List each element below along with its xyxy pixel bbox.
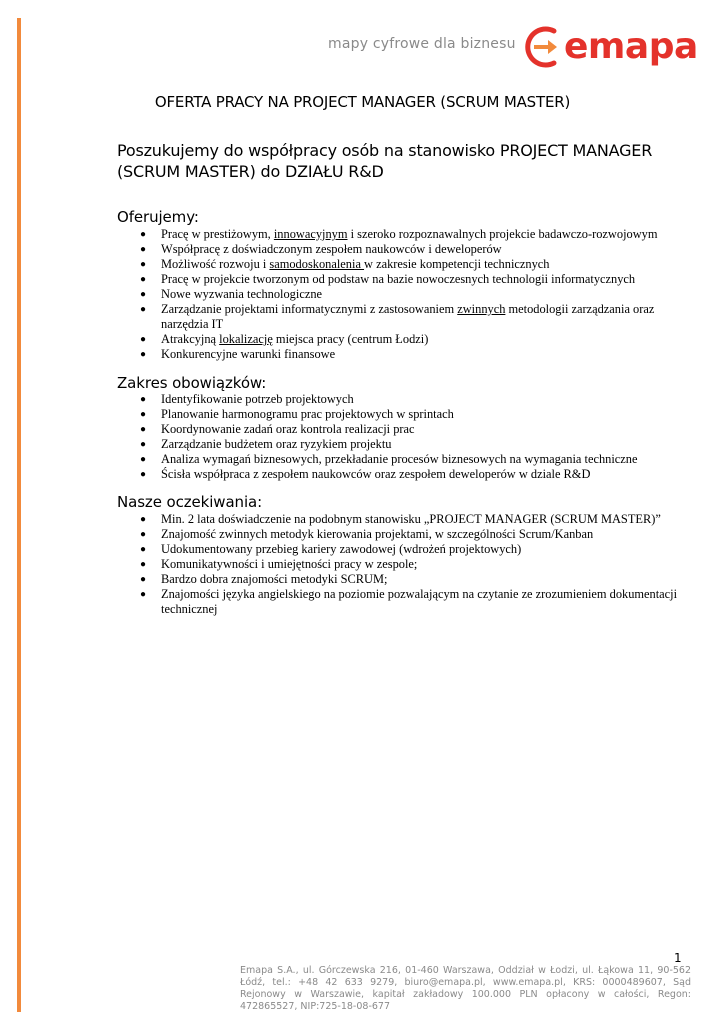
list-item: [117, 557, 687, 572]
list-item: [117, 542, 687, 557]
logo-swoosh-icon: [524, 25, 564, 69]
bullet-icon: ●: [140, 514, 147, 525]
list-item: [117, 512, 687, 527]
list-item: [117, 302, 687, 332]
bullet-icon: ●: [140, 289, 147, 300]
page-number: 1: [674, 951, 682, 965]
item-text: Konkurencyjne warunki finansowe: [161, 347, 336, 361]
bullet-icon: ●: [140, 559, 147, 570]
item-text: Pracę w projekcie tworzonym od podstaw na bazie nowoczesnych technologii informatycznych: [161, 272, 636, 286]
item-text: Planowanie harmonogramu prac projektowych w sprintach: [161, 407, 454, 421]
section-heading-duties: Zakres obowiązków:: [117, 374, 267, 392]
bullet-icon: ●: [140, 589, 147, 600]
list-item: [117, 227, 687, 242]
item-text: Bardzo dobra znajomości metodyki SCRUM;: [161, 572, 388, 586]
emapa-logo: [524, 24, 696, 70]
list-item: [117, 332, 687, 347]
item-text: Współpracę z doświadczonym zespołem naukowców i deweloperów: [161, 242, 502, 256]
bullet-icon: ●: [140, 409, 147, 420]
bullet-icon: ●: [140, 229, 147, 240]
item-text: w zakresie kompetencji technicznych: [364, 257, 550, 271]
requirements-list: [117, 512, 687, 617]
bullet-icon: ●: [140, 304, 147, 315]
underlined-text: zwinnych: [457, 302, 506, 316]
list-item: [117, 587, 687, 617]
item-text: Nowe wyzwania technologiczne: [161, 287, 323, 301]
list-item: [117, 257, 687, 272]
item-text: Atrakcyjną: [161, 332, 220, 346]
item-text: i szeroko rozpoznawalnych projekcie badawczo-rozwojowym: [347, 227, 658, 241]
list-item: [117, 422, 687, 437]
footer-company-info: Emapa S.A., ul. Górczewska 216, 01-460 Warszawa, Oddział w Łodzi, ul. Łąkowa 11, 90-562 Łódź, tel.: +48 42 633 9279, biuro@emapa.pl, www.emapa.pl, KRS: 0000489607, Sąd Rejonowy w Warszawie, kapitał zakładowy 100.000 PLN opłacony w całości, Regon: 472865527, NIP:725-18-08-677: [240, 965, 691, 1012]
header-tagline: mapy cyfrowe dla biznesu: [328, 36, 516, 52]
item-text: Znajomość zwinnych metodyk kierowania projektami, w szczególności Scrum/Kanban: [161, 527, 594, 541]
duties-list: [117, 392, 687, 482]
list-item: [117, 452, 687, 467]
item-text: Analiza wymagań biznesowych, przekładanie procesów biznesowych na wymagania techniczne: [161, 452, 638, 466]
bullet-icon: ●: [140, 244, 147, 255]
item-text: Identyfikowanie potrzeb projektowych: [161, 392, 354, 406]
logo-text: emapa: [564, 26, 698, 67]
list-item: [117, 287, 687, 302]
bullet-icon: ●: [140, 439, 147, 450]
bullet-icon: ●: [140, 259, 147, 270]
page-title: OFERTA PRACY NA PROJECT MANAGER (SCRUM MASTER): [154, 93, 571, 111]
bullet-icon: ●: [140, 334, 147, 345]
list-item: [117, 527, 687, 542]
bullet-icon: ●: [140, 529, 147, 540]
bullet-icon: ●: [140, 574, 147, 585]
left-accent-bar: [17, 18, 21, 1012]
item-text: Min. 2 lata doświadczenie na podobnym stanowisku „PROJECT MANAGER (SCRUM MASTER)”: [161, 512, 661, 526]
list-item: [117, 392, 687, 407]
list-item: [117, 437, 687, 452]
list-item: [117, 242, 687, 257]
item-text: Koordynowanie zadań oraz kontrola realizacji prac: [161, 422, 415, 436]
underlined-text: innowacyjnym: [273, 227, 348, 241]
list-item: [117, 347, 687, 362]
list-item: [117, 407, 687, 422]
item-text: Znajomości języka angielskiego na poziomie pozwalającym na czytanie ze zrozumieniem dokumentacji technicznej: [161, 587, 678, 616]
bullet-icon: ●: [140, 544, 147, 555]
section-heading-requirements: Nasze oczekiwania:: [117, 493, 263, 511]
item-text: Ścisła współpraca z zespołem naukowców oraz zespołem deweloperów w dziale R&D: [161, 467, 591, 481]
bullet-icon: ●: [140, 469, 147, 480]
bullet-icon: ●: [140, 394, 147, 405]
underlined-text: samodoskonalenia: [269, 257, 365, 271]
item-text: miejsca pracy (centrum Łodzi): [272, 332, 429, 346]
item-text: metodologii zarządzania oraz narzędzia IT: [161, 302, 655, 331]
bullet-icon: ●: [140, 424, 147, 435]
bullet-icon: ●: [140, 454, 147, 465]
list-item: [117, 467, 687, 482]
item-text: Komunikatywności i umiejętności pracy w zespole;: [161, 557, 418, 571]
intro-heading: Poszukujemy do współpracy osób na stanowisko PROJECT MANAGER (SCRUM MASTER) do DZIAŁU R&D: [117, 141, 653, 181]
item-text: Zarządzanie budżetem oraz ryzykiem projektu: [161, 437, 392, 451]
item-text: Zarządzanie projektami informatycznymi z zastosowaniem: [161, 302, 458, 316]
list-item: [117, 572, 687, 587]
bullet-icon: ●: [140, 274, 147, 285]
item-text: Udokumentowany przebieg kariery zawodowej (wdrożeń projektowych): [161, 542, 522, 556]
list-item: [117, 272, 687, 287]
item-text: Pracę w prestiżowym,: [161, 227, 274, 241]
underlined-text: lokalizację: [219, 332, 273, 346]
section-heading-offer: Oferujemy:: [117, 208, 199, 226]
item-text: Możliwość rozwoju i: [161, 257, 270, 271]
offer-list: [117, 227, 687, 362]
bullet-icon: ●: [140, 349, 147, 360]
